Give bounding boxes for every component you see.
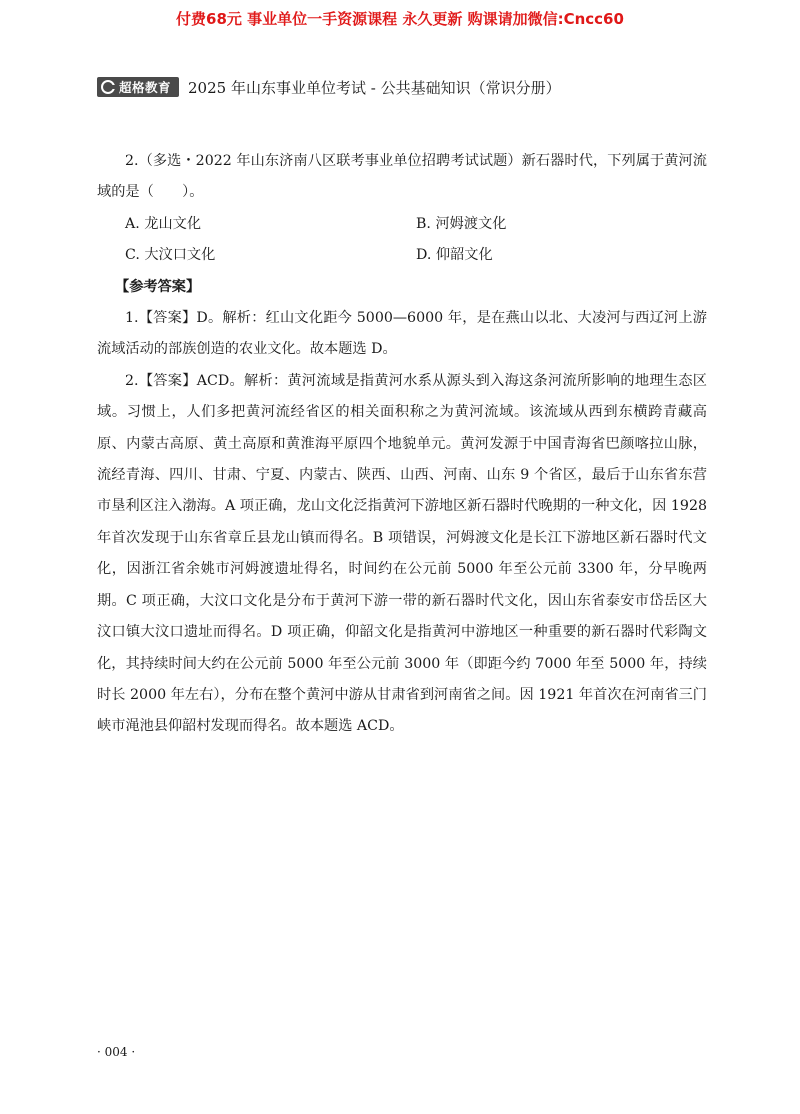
answer-heading: 【参考答案】 — [115, 278, 201, 295]
option-d: D. 仰韶文化 — [416, 247, 493, 264]
options-row-1 — [97, 209, 707, 240]
question-stem: 2.（多选・2022 年山东济南八区联考事业单位招聘考试试题）新石器时代，下列属于黄河流域的是（ ）。 — [97, 153, 707, 201]
publisher-logo — [97, 77, 179, 97]
option-b: B. 河姆渡文化 — [416, 215, 507, 232]
logo-icon — [101, 80, 115, 94]
option-c: C. 大汶口文化 — [125, 247, 216, 264]
options-row-2 — [97, 240, 707, 271]
logo-text: 超格教育 — [119, 80, 172, 95]
answer-1: 1.【答案】D。解析：红山文化距今 5000—6000 年，是在燕山以北、大凌河与西辽河上游流域活动的部族创造的农业文化。故本题选 D。 — [97, 310, 707, 358]
answer-2: 2.【答案】ACD。解析：黄河流域是指黄河水系从源头到入海这条河流所影响的地理生态区域。习惯上，人们多把黄河流经省区的相关面积称之为黄河流域。该流域从西到东横跨青藏高原、内蒙古高原、黄土高原和黄淮海平原四个地貌单元。黄河发源于中国青海省巴颜喀拉山脉，流经青海、四川、甘肃、宁夏、内蒙古、陕西、山西、河南、山东 9 个省区，最后于山东省东营市垦利区注入渤海。A 项正确，龙山文化泛指黄河下游地区新石器时代晚期的一种文化，因 1928 年首次发现于山东省章丘县龙山镇而得名。B 项错误，河姆渡文化是长江下游地区新石器时代文化，因浙江省余姚市河姆渡遗址得名，时间约在公元前 5000 年至公元前 3300 年，分早晚两期。C 项正确，大汶口文化是分布于黄河下游一带的新石器时代文化，因山东省泰安市岱岳区大汶口镇大汶口遗址而得名。D 项正确，仰韶文化是指黄河中游地区一种重要的新石器时代彩陶文化，其持续时间大约在公元前 5000 年至公元前 3000 年（即距今约 7000 年至 5000 年，持续时长 2000 年左右），分布在整个黄河中游从甘肃省到河南省之间。因 1921 年首次在河南省三门峡市渑池县仰韶村发现而得名。故本题选 ACD。 — [97, 372, 707, 735]
page-number: · 004 · — [97, 1045, 136, 1059]
page-header — [97, 76, 561, 98]
top-banner: 付费68元 事业单位一手资源课程 永久更新 购课请加微信:Cncc60 — [176, 10, 624, 28]
option-a: A. 龙山文化 — [125, 215, 202, 232]
header-title: 2025 年山东事业单位考试 - 公共基础知识（常识分册） — [188, 78, 561, 97]
page-content — [97, 146, 707, 743]
